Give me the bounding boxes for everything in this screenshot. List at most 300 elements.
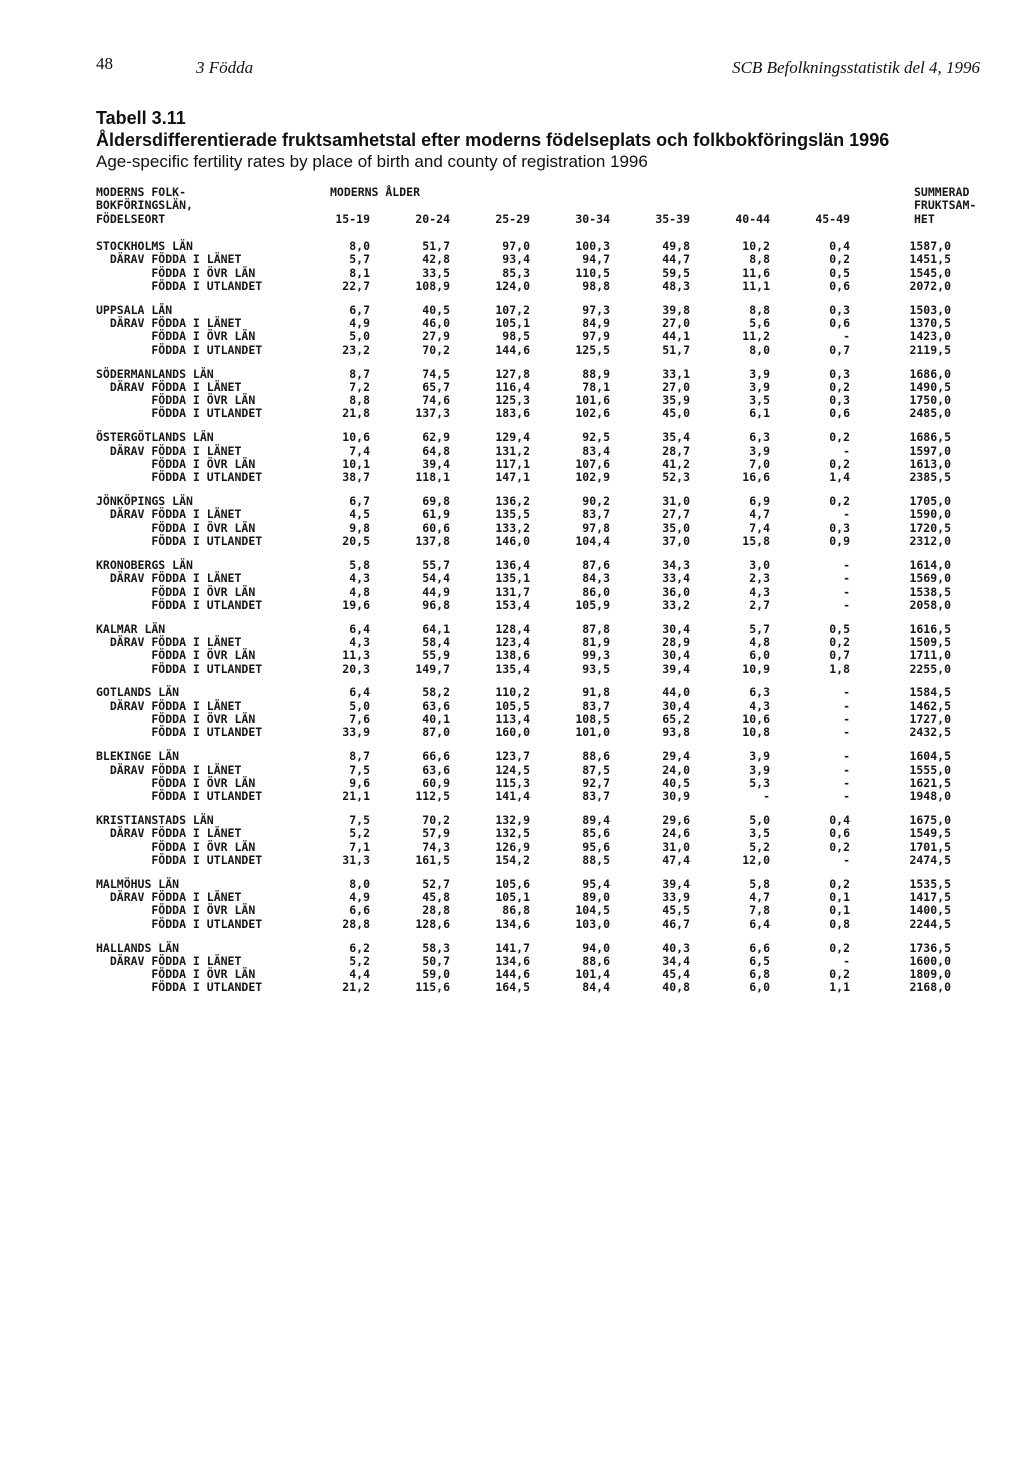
rate-cell: 44,9 — [422, 584, 450, 599]
rate-cell: 3,0 — [749, 557, 770, 572]
total-fertility-cell: 2432,5 — [909, 725, 951, 740]
rate-cell: - — [843, 685, 850, 700]
rate-cell: 55,9 — [422, 648, 450, 663]
rate-cell: 58,4 — [422, 634, 450, 649]
rate-cell: - — [843, 507, 850, 522]
rate-cell: 6,6 — [349, 903, 370, 918]
rate-cell: 6,0 — [749, 648, 770, 663]
total-fertility-cell: 2385,5 — [909, 470, 951, 485]
total-fertility-cell: 2485,0 — [909, 406, 951, 421]
rate-cell: 33,5 — [422, 265, 450, 280]
rate-cell: 16,6 — [742, 470, 770, 485]
rate-cell: 107,2 — [495, 302, 530, 317]
rate-cell: 134,6 — [495, 953, 530, 968]
rate-cell: 3,5 — [749, 393, 770, 408]
row-label: FÖDDA I UTLANDET — [96, 470, 263, 485]
rate-cell: 7,5 — [349, 813, 370, 828]
rate-cell: 63,6 — [422, 762, 450, 777]
rate-cell: 113,4 — [495, 712, 530, 727]
rate-cell: 20,3 — [342, 661, 370, 676]
table-body — [96, 239, 951, 995]
row-label: UPPSALA LÄN — [96, 302, 173, 317]
rate-cell: 105,5 — [495, 698, 530, 713]
rate-cell: 149,7 — [415, 661, 450, 676]
total-fertility-cell: 1503,0 — [909, 302, 951, 317]
rate-cell: 61,9 — [422, 507, 450, 522]
row-label: MALMÖHUS LÄN — [96, 876, 180, 891]
rate-cell: 127,8 — [495, 366, 530, 381]
rate-cell: 23,2 — [342, 342, 370, 357]
rate-cell: 35,4 — [662, 430, 690, 445]
total-fertility-cell: 2244,5 — [909, 916, 951, 931]
rate-cell: 35,9 — [662, 393, 690, 408]
rate-cell: 2,3 — [749, 571, 770, 586]
publication-title: SCB Befolkningsstatistik del 4, 1996 — [732, 58, 980, 77]
rate-cell: 107,6 — [575, 456, 610, 471]
rate-cell: 3,9 — [749, 379, 770, 394]
row-label: DÄRAV FÖDDA I LÄNET — [96, 890, 242, 905]
rate-cell: 104,4 — [575, 534, 610, 549]
rate-cell: 7,2 — [349, 379, 370, 394]
rate-cell: 8,8 — [349, 393, 370, 408]
total-fertility-cell: 1400,5 — [909, 903, 951, 918]
total-fertility-cell: 1711,0 — [909, 648, 951, 663]
rate-cell: 126,9 — [495, 839, 530, 854]
total-fertility-cell: 1616,5 — [909, 621, 951, 636]
rate-cell: - — [843, 571, 850, 586]
rate-cell: 30,9 — [662, 789, 690, 804]
rate-cell: 99,3 — [582, 648, 610, 663]
rate-cell: 7,4 — [349, 443, 370, 458]
rate-cell: 115,6 — [415, 980, 450, 995]
rate-cell: 86,8 — [502, 903, 530, 918]
rate-cell: 123,4 — [495, 634, 530, 649]
rate-cell: 4,7 — [749, 890, 770, 905]
table-row — [96, 839, 951, 854]
table-row — [96, 430, 951, 445]
rate-cell: 0,6 — [829, 826, 850, 841]
rate-cell: 93,4 — [502, 252, 530, 267]
county-group — [96, 430, 951, 485]
row-label: DÄRAV FÖDDA I LÄNET — [96, 316, 242, 331]
total-fertility-cell: 1720,5 — [909, 520, 951, 535]
rate-cell: 48,3 — [662, 278, 690, 293]
rate-cell: 5,0 — [349, 698, 370, 713]
row-label: KRONOBERGS LÄN — [96, 557, 193, 572]
row-label: FÖDDA I ÖVR LÄN — [96, 712, 256, 727]
table-row — [96, 571, 951, 586]
total-fertility-cell: 1451,5 — [909, 252, 951, 267]
rate-cell: - — [843, 712, 850, 727]
rate-cell: 31,3 — [342, 852, 370, 867]
row-label: SÖDERMANLANDS LÄN — [96, 366, 214, 381]
rate-cell: 84,3 — [582, 571, 610, 586]
county-group — [96, 940, 951, 995]
total-fertility-cell: 1423,0 — [909, 329, 951, 344]
rate-cell: 74,6 — [422, 393, 450, 408]
rate-cell: 108,9 — [415, 278, 450, 293]
rate-cell: 105,1 — [495, 316, 530, 331]
rate-cell: 141,4 — [495, 789, 530, 804]
age-group-column-header: 30-34 — [575, 212, 610, 226]
rate-cell: 161,5 — [415, 852, 450, 867]
rate-cell: 0,7 — [829, 648, 850, 663]
table-row — [96, 534, 951, 549]
rate-cell: 93,8 — [662, 725, 690, 740]
rate-cell: 108,5 — [575, 712, 610, 727]
rate-cell: 0,3 — [829, 393, 850, 408]
rate-cell: 0,2 — [829, 494, 850, 509]
rate-cell: 3,5 — [749, 826, 770, 841]
rate-cell: 88,5 — [582, 852, 610, 867]
rate-cell: 141,7 — [495, 940, 530, 955]
rate-cell: 36,0 — [662, 584, 690, 599]
rate-cell: 6,3 — [749, 685, 770, 700]
row-label: FÖDDA I ÖVR LÄN — [96, 329, 256, 344]
row-label: FÖDDA I ÖVR LÄN — [96, 903, 256, 918]
rate-cell: 123,7 — [495, 749, 530, 764]
row-label: FÖDDA I UTLANDET — [96, 342, 263, 357]
rate-cell: 94,7 — [582, 252, 610, 267]
rate-cell: 11,3 — [342, 648, 370, 663]
rate-cell: 83,4 — [582, 443, 610, 458]
table-row — [96, 342, 951, 357]
rate-cell: 88,6 — [582, 953, 610, 968]
total-fertility-cell: 1535,5 — [909, 876, 951, 891]
rate-cell: 101,4 — [575, 967, 610, 982]
rate-cell: 83,7 — [582, 698, 610, 713]
rate-cell: 10,2 — [742, 239, 770, 253]
rate-cell: 19,6 — [342, 597, 370, 612]
rate-cell: 6,5 — [749, 953, 770, 968]
total-fertility-cell: 1613,0 — [909, 456, 951, 471]
rate-cell: - — [843, 775, 850, 790]
rate-cell: 74,3 — [422, 839, 450, 854]
row-label: FÖDDA I ÖVR LÄN — [96, 775, 256, 790]
rate-cell: 92,5 — [582, 430, 610, 445]
rate-cell: 6,0 — [749, 980, 770, 995]
county-group — [96, 494, 951, 549]
rate-cell: 42,8 — [422, 252, 450, 267]
rate-cell: 136,4 — [495, 557, 530, 572]
rate-cell: 6,4 — [349, 685, 370, 700]
rate-cell: 85,3 — [502, 265, 530, 280]
total-fertility-cell: 1736,5 — [909, 940, 951, 955]
rate-cell: 49,8 — [662, 239, 690, 253]
rate-cell: 0,2 — [829, 430, 850, 445]
rate-cell: 52,3 — [662, 470, 690, 485]
rate-cell: - — [843, 597, 850, 612]
running-head — [0, 48, 1024, 78]
rate-cell: 6,2 — [349, 940, 370, 955]
row-label: FÖDDA I UTLANDET — [96, 534, 263, 549]
rate-cell: 31,0 — [662, 494, 690, 509]
rate-cell: 64,1 — [422, 621, 450, 636]
rate-cell: 137,3 — [415, 406, 450, 421]
row-label: BLEKINGE LÄN — [96, 749, 180, 764]
rate-cell: 27,7 — [662, 507, 690, 522]
rate-cell: 154,2 — [495, 852, 530, 867]
rate-cell: 103,0 — [575, 916, 610, 931]
rate-cell: 74,5 — [422, 366, 450, 381]
rate-cell: 90,2 — [582, 494, 610, 509]
county-group — [96, 366, 951, 421]
total-fertility-cell: 1490,5 — [909, 379, 951, 394]
chapter-title: 3 Födda — [196, 58, 254, 77]
age-group-column-header: 15-19 — [335, 212, 370, 226]
rate-cell: 22,7 — [342, 278, 370, 293]
rate-cell: 58,3 — [422, 940, 450, 955]
rate-cell: 96,8 — [422, 597, 450, 612]
rate-cell: 146,0 — [495, 534, 530, 549]
table-row — [96, 406, 951, 421]
rate-cell: 24,0 — [662, 762, 690, 777]
total-fertility-cell: 1600,0 — [909, 953, 951, 968]
rate-cell: 6,1 — [749, 406, 770, 421]
rate-cell: 45,4 — [662, 967, 690, 982]
rate-cell: 33,9 — [342, 725, 370, 740]
rate-cell: 128,6 — [415, 916, 450, 931]
county-group — [96, 621, 951, 676]
rate-cell: 10,6 — [742, 712, 770, 727]
rate-cell: 0,1 — [829, 890, 850, 905]
rate-cell: 102,9 — [575, 470, 610, 485]
total-fertility-cell: 1727,0 — [909, 712, 951, 727]
rate-cell: 8,8 — [749, 252, 770, 267]
rate-cell: 144,6 — [495, 967, 530, 982]
age-group-column-header: 45-49 — [815, 212, 850, 226]
fertility-table — [96, 185, 977, 1005]
rate-cell: 87,8 — [582, 621, 610, 636]
rate-cell: 5,0 — [749, 813, 770, 828]
rate-cell: 105,9 — [575, 597, 610, 612]
rate-cell: 0,5 — [829, 621, 850, 636]
rate-cell: 39,4 — [662, 876, 690, 891]
table-row — [96, 470, 951, 485]
row-label: FÖDDA I UTLANDET — [96, 278, 263, 293]
total-fertility-cell: 1370,5 — [909, 316, 951, 331]
rate-cell: 4,8 — [349, 584, 370, 599]
total-fertility-cell: 1555,0 — [909, 762, 951, 777]
rate-cell: - — [843, 584, 850, 599]
total-fertility-cell: 1509,5 — [909, 634, 951, 649]
rate-cell: 9,6 — [349, 775, 370, 790]
rate-cell: 105,1 — [495, 890, 530, 905]
row-label: FÖDDA I UTLANDET — [96, 597, 263, 612]
rate-cell: 40,8 — [662, 980, 690, 995]
rate-cell: 87,6 — [582, 557, 610, 572]
rate-cell: 117,1 — [495, 456, 530, 471]
table-row — [96, 725, 951, 740]
rate-cell: 135,4 — [495, 661, 530, 676]
age-group-column-header: 40-44 — [735, 212, 770, 226]
row-label: HALLANDS LÄN — [96, 940, 180, 955]
rate-cell: 6,4 — [349, 621, 370, 636]
rate-cell: 6,8 — [749, 967, 770, 982]
rate-cell: 21,1 — [342, 789, 370, 804]
rate-cell: 34,4 — [662, 953, 690, 968]
rate-cell: 40,3 — [662, 940, 690, 955]
rate-cell: 33,9 — [662, 890, 690, 905]
total-header-line: HET — [914, 211, 935, 226]
rate-cell: 0,2 — [829, 940, 850, 955]
rate-cell: 66,6 — [422, 749, 450, 764]
rate-cell: 3,9 — [749, 443, 770, 458]
rate-cell: 3,9 — [749, 749, 770, 764]
rate-cell: 3,9 — [749, 366, 770, 381]
rate-cell: 85,6 — [582, 826, 610, 841]
row-label-header — [96, 186, 306, 226]
rate-cell: 4,7 — [749, 507, 770, 522]
rate-cell: 6,7 — [349, 302, 370, 317]
rate-cell: 132,5 — [495, 826, 530, 841]
table-header — [96, 185, 977, 240]
rate-cell: 62,9 — [422, 430, 450, 445]
rate-cell: 46,7 — [662, 916, 690, 931]
rate-cell: - — [843, 749, 850, 764]
rate-cell: 1,8 — [829, 661, 850, 676]
rate-cell: 28,7 — [662, 443, 690, 458]
rate-cell: 54,4 — [422, 571, 450, 586]
total-fertility-cell: 2474,5 — [909, 852, 951, 867]
rate-cell: 0,2 — [829, 967, 850, 982]
rate-cell: 135,5 — [495, 507, 530, 522]
rate-cell: 27,9 — [422, 329, 450, 344]
rate-cell: 91,8 — [582, 685, 610, 700]
rate-cell: 27,0 — [662, 379, 690, 394]
rate-cell: 44,1 — [662, 329, 690, 344]
row-label: DÄRAV FÖDDA I LÄNET — [96, 762, 242, 777]
total-fertility-cell: 1597,0 — [909, 443, 951, 458]
rate-cell: 46,0 — [422, 316, 450, 331]
rate-cell: 81,9 — [582, 634, 610, 649]
table-row — [96, 265, 951, 280]
rate-cell: 45,5 — [662, 903, 690, 918]
row-label: FÖDDA I ÖVR LÄN — [96, 839, 256, 854]
rate-cell: 7,8 — [749, 903, 770, 918]
total-fertility-cell: 1545,0 — [909, 265, 951, 280]
rate-cell: - — [843, 852, 850, 867]
rate-cell: 100,3 — [575, 239, 610, 253]
table-row — [96, 252, 951, 267]
rate-cell: 9,8 — [349, 520, 370, 535]
rate-cell: 28,8 — [342, 916, 370, 931]
rate-cell: 4,5 — [349, 507, 370, 522]
row-label-header-line: FÖDELSEORT — [96, 211, 166, 226]
rate-cell: 8,7 — [349, 366, 370, 381]
county-group — [96, 813, 951, 867]
row-label: FÖDDA I ÖVR LÄN — [96, 584, 256, 599]
row-label: FÖDDA I UTLANDET — [96, 980, 263, 995]
rate-cell: 89,0 — [582, 890, 610, 905]
rate-cell: 0,5 — [829, 265, 850, 280]
total-header-line: FRUKTSAM- — [914, 198, 977, 213]
total-fertility-cell: 1549,5 — [909, 826, 951, 841]
rate-cell: - — [843, 698, 850, 713]
rate-cell: 5,7 — [349, 252, 370, 267]
rate-cell: 63,6 — [422, 698, 450, 713]
total-fertility-cell: 1590,0 — [909, 507, 951, 522]
rate-cell: 50,7 — [422, 953, 450, 968]
county-group — [96, 685, 951, 740]
rate-cell: 89,4 — [582, 813, 610, 828]
rate-cell: 102,6 — [575, 406, 610, 421]
rate-cell: 83,7 — [582, 789, 610, 804]
rate-cell: 41,2 — [662, 456, 690, 471]
rate-cell: 7,0 — [749, 456, 770, 471]
rate-cell: 3,9 — [749, 762, 770, 777]
rate-cell: 20,5 — [342, 534, 370, 549]
table-row — [96, 648, 951, 663]
rate-cell: 97,8 — [582, 520, 610, 535]
table-row — [96, 852, 951, 867]
rate-cell: 59,5 — [662, 265, 690, 280]
rate-cell: 65,2 — [662, 712, 690, 727]
county-group — [96, 557, 951, 612]
rate-cell: 8,0 — [749, 342, 770, 357]
rate-cell: 33,1 — [662, 366, 690, 381]
rate-cell: 30,4 — [662, 698, 690, 713]
page-number: 48 — [96, 54, 113, 73]
rate-cell: 116,4 — [495, 379, 530, 394]
row-label-header-line: MODERNS FOLK- — [96, 185, 187, 199]
rate-cell: 133,2 — [495, 520, 530, 535]
table-row — [96, 685, 951, 700]
rate-cell: 112,5 — [415, 789, 450, 804]
rate-cell: 57,9 — [422, 826, 450, 841]
table-row — [96, 661, 951, 676]
rate-cell: 29,6 — [662, 813, 690, 828]
rate-cell: 88,6 — [582, 749, 610, 764]
rate-cell: - — [843, 725, 850, 740]
rate-cell: 101,0 — [575, 725, 610, 740]
rate-cell: 87,5 — [582, 762, 610, 777]
rate-cell: 64,8 — [422, 443, 450, 458]
row-label: FÖDDA I UTLANDET — [96, 406, 263, 421]
rate-cell: 24,6 — [662, 826, 690, 841]
total-fertility-cell: 1705,0 — [909, 494, 951, 509]
rate-cell: 39,4 — [422, 456, 450, 471]
rate-cell: 4,9 — [349, 890, 370, 905]
age-group-column-header: 25-29 — [495, 212, 530, 226]
total-fertility-cell: 1569,0 — [909, 571, 951, 586]
rate-cell: 6,6 — [749, 940, 770, 955]
rate-cell: 7,4 — [749, 520, 770, 535]
rate-cell: 84,4 — [582, 980, 610, 995]
rate-cell: 135,1 — [495, 571, 530, 586]
total-fertility-cell: 1750,0 — [909, 393, 951, 408]
rate-cell: 0,2 — [829, 876, 850, 891]
rate-cell: 131,2 — [495, 443, 530, 458]
total-fertility-cell: 1686,0 — [909, 366, 951, 381]
rate-cell: 0,2 — [829, 839, 850, 854]
row-label: GOTLANDS LÄN — [96, 685, 180, 700]
rate-cell: 30,4 — [662, 621, 690, 636]
rate-cell: 47,4 — [662, 852, 690, 867]
rate-cell: 98,5 — [502, 329, 530, 344]
row-label: FÖDDA I UTLANDET — [96, 661, 263, 676]
rate-cell: 115,3 — [495, 775, 530, 790]
age-group-header: MODERNS ÅLDER — [330, 185, 421, 199]
rate-cell: 29,4 — [662, 749, 690, 764]
county-group — [96, 239, 951, 293]
table-row — [96, 826, 951, 841]
table-row — [96, 443, 951, 458]
rate-cell: 6,7 — [349, 494, 370, 509]
row-label: DÄRAV FÖDDA I LÄNET — [96, 698, 242, 713]
rate-cell: 39,4 — [662, 661, 690, 676]
table-row — [96, 329, 951, 344]
